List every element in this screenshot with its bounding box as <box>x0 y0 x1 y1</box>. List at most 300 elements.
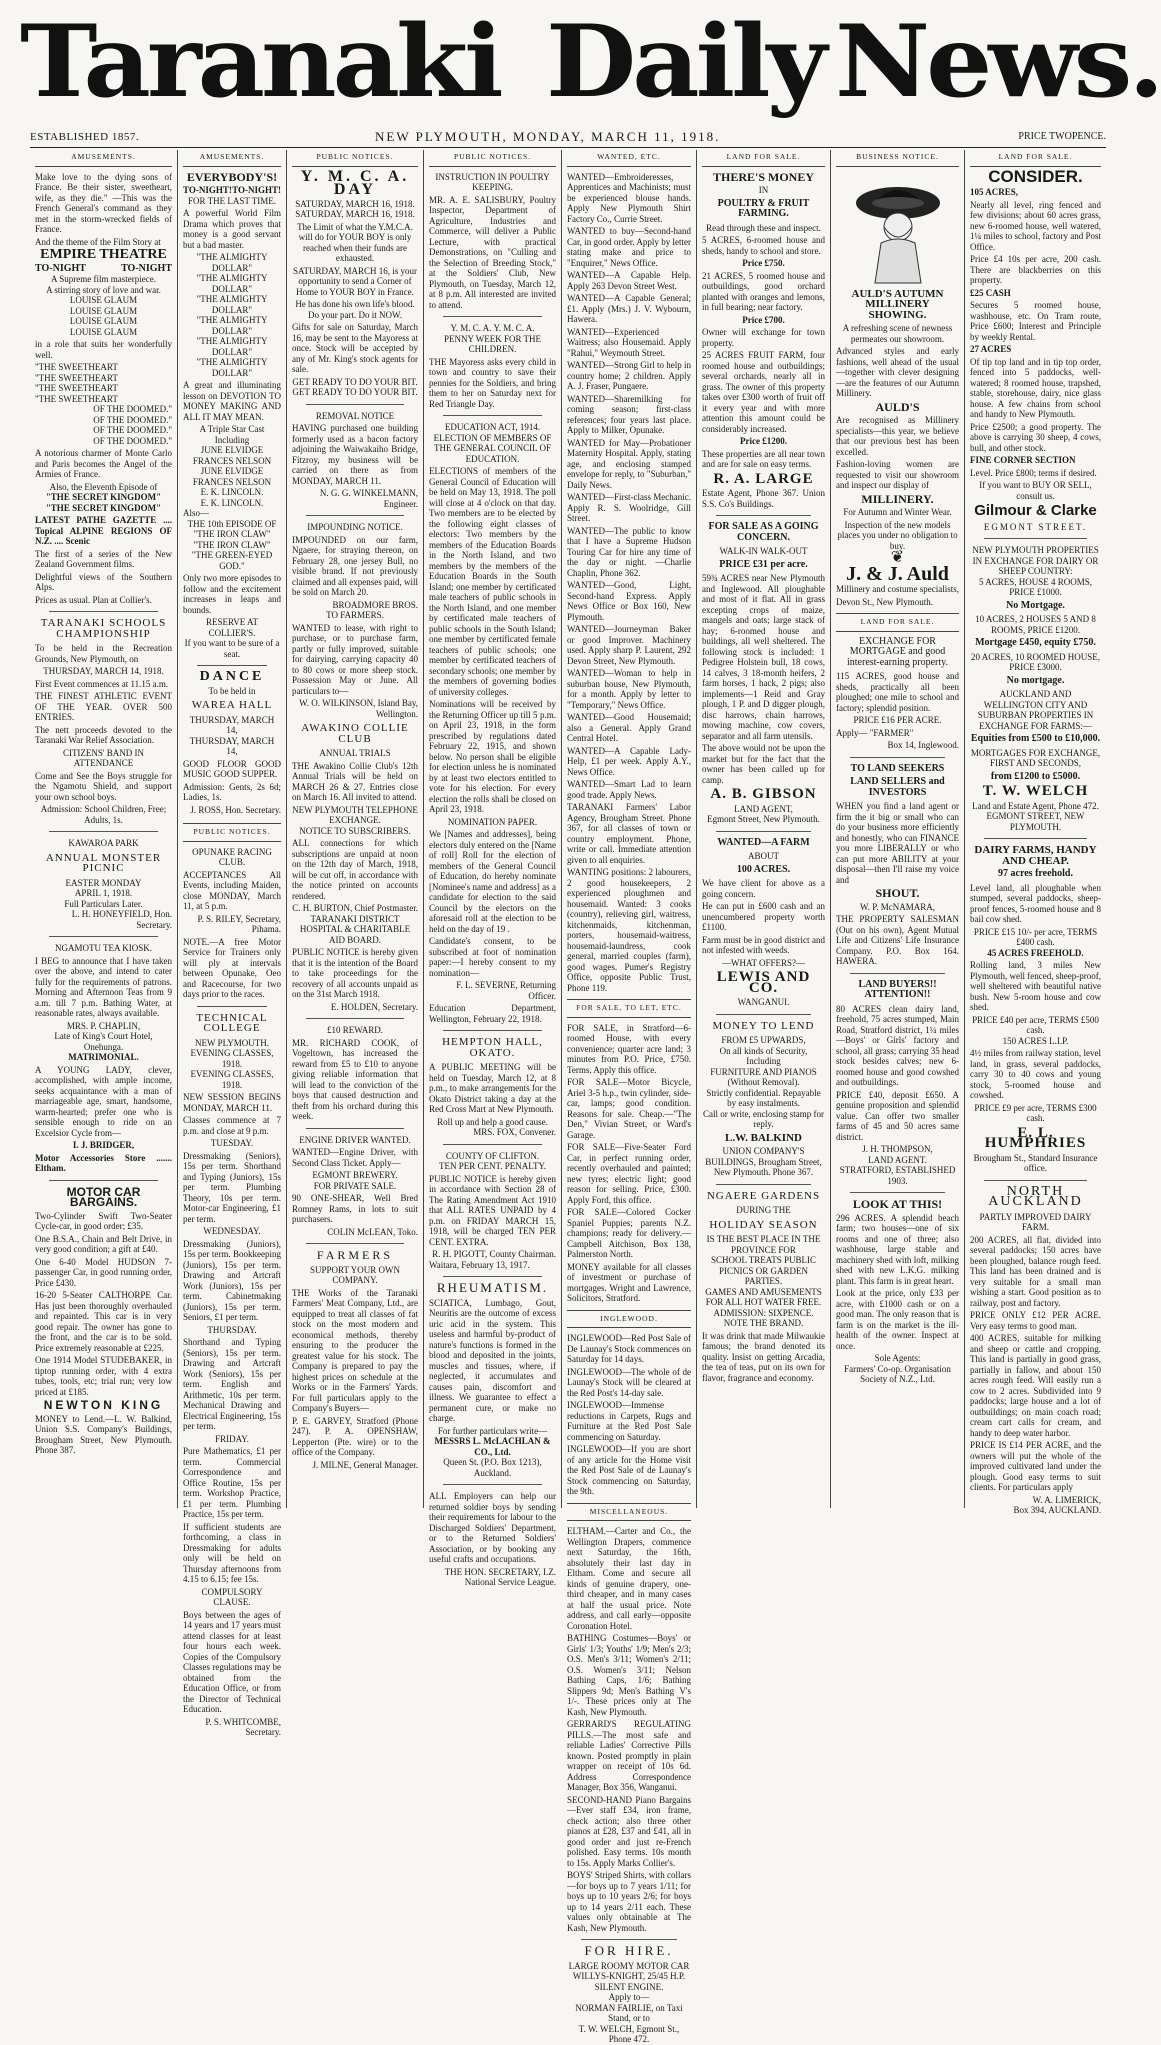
wanted-ad: WANTED to buy—Second-hand Car, in good order. Apply by letter stating make and price to "Enquirer," News Office. <box>567 226 691 268</box>
for-sale-ad: FOR SALE—Colored Cocker Spaniel Puppies; parents N.Z. champions; ready for delivery.—Campbell Aitchison, Box 138, Palmerston North. <box>567 1207 691 1259</box>
games-text: GAMES AND AMUSEMENTS FOR ALL HOT WATER FREE. ADMISSION: SIXPENCE. <box>705 1286 822 1318</box>
april-date: APRIL 1, 1918. <box>74 888 133 898</box>
for-sale-ad: FOR SALE—Motor Bicycle, Ariel 3-5 h.p., twin cylinder, side-car, lamps; good condition. Reasons for sale. Cheap.—"The Den," Vivian Street, or Ward's Garage. <box>567 1077 691 1140</box>
divider <box>443 316 542 317</box>
price-text: PRICE £40 per acre, TERMS £500 cash. <box>972 1014 1099 1035</box>
column-header: PUBLIC NOTICES. <box>292 152 418 167</box>
inglewood-ad: INGLEWOOD—The whole of de Launay's Stock will be cleared at the Red Post's 14-day sale. <box>567 1366 691 1398</box>
penny-title: PENNY WEEK FOR THE CHILDREN. <box>443 333 542 354</box>
iron-claw-title: "THE IRON CLAW" <box>193 529 271 539</box>
wanted-ad: WANTED—A Capable Help. Apply 263 Devon Street West. <box>567 270 691 291</box>
nominations-text: Nominations will be received by the Returning Officer up till 5 p.m. on April 23, 1918, in the form prescribed by regulations dated February 22, 1915, and shown below. No person shall be eligible for election unless he is nominated by at least two electors entitled to vote for his election. For every election the rolls shall be closed on April 23, 1918. <box>429 699 556 814</box>
new-plymouth-text: NEW PLYMOUTH. <box>195 1037 269 1048</box>
honeyfield-signature: L. H. HONEYFIELD, Hon. Secretary. <box>71 909 172 930</box>
auckland-text: AUCKLAND AND WELLINGTON CITY AND SUBURBAN PROPERTIES IN EXCHANGE FOR FARMS:— <box>977 689 1094 731</box>
reserve-text: RESERVE AT COLLIER'S. <box>205 617 259 638</box>
note-text: NOTE.—A free Motor Service for Trainers only will ply at intervals between Opunake, Oeo and Racecourse, for two days prior to the races. <box>183 936 281 999</box>
ornament-icon: ❦ <box>890 549 905 566</box>
divider <box>443 1030 542 1031</box>
wanted-ad: TARANAKI Farmers' Labor Agency, Brougham Street. Phone 367, for all classes of town or country employment. Phone, write or call. Immediate attention given to all enquiries. <box>567 802 691 865</box>
masthead <box>0 0 1161 122</box>
column-land-for-sale-1 <box>697 150 831 1508</box>
saturday-date: SATURDAY, MARCH 16, 1918. <box>295 198 415 209</box>
land-buyers-title: LAND BUYERS!! ATTENTION!! <box>858 978 937 1000</box>
hon-secretary-signature: THE HON. SECRETARY, I.Z. National Service League. <box>444 1566 556 1587</box>
mclachlan-name: MESSRS L. McLACHLAN & CO., Ltd. <box>434 1436 551 1457</box>
kiosk-text: I BEG to announce that I have taken over the above, and intend to cater fully for the requirements of patrons. Morning and Afternoon Teas from 9 a.m. till 7 p.m. Bathing Water, at reasonable rates, always available. <box>35 955 172 1018</box>
rams-text: 90 ONE-SHEAR, Well Bred Romney Rams, in lots to suit purchasers. <box>292 1193 418 1224</box>
do-your-part-text: He has done his own life's blood. Do your part. Do it NOW. <box>295 299 415 320</box>
hospital-title: TARANAKI DISTRICT HOSPITAL & CHARITABLE AID BOARD. <box>299 913 411 945</box>
charmer-text: A notorious charmer of Monte Carlo and Paris becomes the Angel of the Armies of France. <box>35 448 172 479</box>
property-listing: 5 ACRES, HOUSE 4 ROOMS, PRICE £1000. <box>978 576 1093 597</box>
corner-text: Level. Price £800; terms if desired. <box>970 467 1097 478</box>
day-classes: Shorthand and Typing (Seniors), 15s per term. Drawing and Artcraft Work (Seniors), 15s per term. English and Arithmetic, 10s per term. Mechanical Drawing and Electrical Engineering, 15s per term. <box>183 1337 281 1431</box>
chaplin-name: MRS. P. CHAPLIN, <box>66 1020 141 1031</box>
freehold-title: 45 ACRES FREEHOLD. <box>987 947 1084 958</box>
walk-text: WALK-IN WALK-OUT <box>719 546 808 556</box>
sweetheart-title: "THE SWEETHEART <box>35 383 118 393</box>
mortgage-text: Mortgage £450, equity £750. <box>975 637 1096 648</box>
masthead-title-taranaki: Taranaki <box>20 3 500 120</box>
if-you-text: If you want to BUY OR SELL, consult us. <box>979 480 1092 501</box>
further-text: For further particulars write— <box>437 1425 548 1436</box>
support-title: SUPPORT YOUR OWN COMPANY. <box>310 1264 400 1285</box>
column-header: LAND FOR SALE. <box>970 152 1101 167</box>
motor-store: Motor Accessories Store ....... Eltham. <box>35 1152 172 1173</box>
queen-street-text: Queen St. (P.O. Box 1213), Auckland. <box>443 1457 542 1478</box>
millinery-title: MILLINERY. <box>861 491 934 506</box>
star-name: LOUISE GLAUM <box>69 305 138 316</box>
for-sale-header: FOR SALE, TO LET, ETC. <box>567 999 691 1018</box>
triple-star-text: A Triple Star Cast Including <box>199 424 265 445</box>
masthead-title-daily: Daily <box>546 3 824 120</box>
sweetheart-title: "THE SWEETHEART <box>35 372 118 383</box>
day-classes: Pure Mathematics, £1 per term. Commercial Correspondence and Office Routine, 15s per term. Workshop Practice, £1 per term. Plumbing Practice, 15s per term. <box>183 1446 281 1519</box>
divider <box>716 515 811 516</box>
mortgages-text: MORTGAGES FOR EXCHANGE, FIRST AND SECONDS, <box>970 747 1101 768</box>
wanted-ad: WANTED—A Capable General; £1. Apply (Mrs.) J. V. Wybourn, Hawera. <box>567 293 691 324</box>
box-text: Box 394, AUCKLAND. <box>1013 1505 1101 1515</box>
star-name: LOUISE GLAUM <box>69 295 138 305</box>
ymca-title: Y. M. C. A. <box>300 167 410 185</box>
column-business-notice <box>831 150 965 1508</box>
also-text: Also— <box>183 508 210 518</box>
farm-text: Farm must be in good district and not infested with weeds. <box>702 934 825 955</box>
engine-text: WANTED—Engine Driver, with Second Class Ticket. Apply— <box>292 1147 418 1168</box>
above-text: The above would not be upon the market but for the fact that the owner has been called up for camp. <box>702 743 825 785</box>
penalty-text: PUBLIC NOTICE is hereby given in accordance with Section 28 of The Rating Amendment Act 1910 that ALL RATES UNPAID by 4 p.m. on FRIDAY MARCH 15, 1918, will be charged TEN PER CENT. EXTRA. <box>429 1173 556 1247</box>
divider <box>984 538 1087 539</box>
property-price: Price £750. <box>742 258 785 268</box>
wanted-ad: WANTED—Strong Girl to help in country home; 2 children. Apply A. J. Fraser, Pungaere. <box>567 360 691 391</box>
property-listing: 400 ACRES, suitable for milking and sheep or cattle and cropping. This land is partially in good grass, partially in fallow, and about 150 acres rough feed. Will easily run a cow to 2 acres. Subdivided into 9 paddocks; large house and a lot of outbuildings; on main coach road; cream cart calls for cream, and handy to deep water harbor. <box>970 1333 1101 1438</box>
tonight-left: TO-NIGHT <box>35 262 86 274</box>
telephone-title: NEW PLYMOUTH TELEPHONE EXCHANGE. <box>292 804 418 825</box>
tonight-right: TO-NIGHT <box>121 262 172 274</box>
thompson-name: J. H. THOMPSON, <box>862 1144 933 1154</box>
treats-text: SCHOOL TREATS PUBLIC PICNICS OR GARDEN PARTIES. <box>710 1255 817 1286</box>
land-agent-text: LAND AGENT, <box>734 803 793 814</box>
sweetheart-title: "THE SWEETHEART <box>35 362 118 372</box>
cast-names: JUNE ELVIDGE FRANCES NELSON <box>192 445 272 466</box>
divider <box>306 1128 404 1129</box>
car-offer: One B.S.A., Chain and Belt Drive, in very good condition; a gift at £40. <box>35 1233 172 1254</box>
property-listing: 4½ miles from railway station, level land, in grass, several paddocks, carry 30 to 40 cows and young stock, 5-roomed house and cowshed. <box>970 1048 1101 1100</box>
divider <box>443 415 542 416</box>
clifton-title: COUNTY OF CLIFTON. <box>445 1150 540 1161</box>
wanted-ad: WANTED—A Capable Lady-Help, £1 per week. Apply A.Y., News Office. <box>567 745 691 777</box>
date-location: NEW PLYMOUTH, MONDAY, MARCH 11, 1918. <box>375 128 721 144</box>
column-amusements-1 <box>30 150 178 1508</box>
divider <box>49 1180 158 1181</box>
during-text: DURING THE <box>736 1205 791 1215</box>
chaplin-late: Late of King's Court Hotel, Onehunga. <box>54 1031 153 1052</box>
j-j-auld-name: J. & J. Auld <box>846 562 949 585</box>
divider <box>49 831 158 832</box>
welch-text: T. W. WELCH, Egmont St., Phone 472. <box>578 2023 680 2044</box>
iron-claw-title: "THE IRON CLAW" <box>193 539 271 550</box>
no-mortgage-text: No Mortgage. <box>1006 599 1065 611</box>
gifts-text: Gifts for sale on Saturday, March 16, may be sent to the Mayoress at once. Stock will be accepted by any of Mr. King's stock agents for sale. <box>292 322 418 374</box>
wanted-ad: WANTED—First-class Mechanic. Apply R. S. Woolridge, Gill Street. <box>567 492 691 523</box>
no-mortgage-text: No mortgage. <box>1006 674 1065 686</box>
finest-event-text: THE FINEST ATHLETIC EVENT OF THE YEAR. OVER 500 ENTRIES. <box>35 691 172 722</box>
box-text: Box 14, Inglewood. <box>887 740 959 750</box>
price-text: PRICE £16 PER ACRE. <box>853 715 942 725</box>
election-text: ELECTIONS of members of the General Council of Education will be held on May 13, 1918. The poll will close at 4 o'clock on that day. Two members are to be elected by the following eight classes of electors: Two members by the members of the Education Boards in the North Island, and two members by the members of the Education Boards in the South Island; one member by certificated male teachers of public schools in the North Island, and one member by certificated male teachers of public schools in the South Island; one member by certificated female teachers of public schools; one member by certificated teachers of secondary schools; one member by the members of governing bodies of university colleges. <box>429 466 556 697</box>
only-text: Only two more episodes to follow and the excitement increases in leaps and bounds. <box>183 573 281 615</box>
matrimonial-text: A YOUNG LADY, clever, accomplished, with ample income, seeks acquaintance with a man of marriageable age, smart, handsome, warm-hearted; prefer one who is sensible enough to ride on an Excelsior Cycle from— <box>35 1064 172 1138</box>
land-agent-text: Land and Estate Agent, Phone 472. EGMONT STREET, NEW PLYMOUTH. <box>972 800 1099 832</box>
agent-text: Estate Agent, Phone 367. Union S.S. Co's Buildings. <box>702 488 825 509</box>
warea-hall-title: WAREA HALL <box>191 699 273 711</box>
union-text: UNION COMPANY'S BUILDINGS, Brougham Street, New Plymouth. Phone 367. <box>705 1146 822 1177</box>
auld-autumn-title: AULD'S AUTUMN MILLINERY SHOWING. <box>851 287 944 321</box>
meeting-text: A PUBLIC MEETING will be held on Tuesday, March 12, at 8 p.m., to make arrangements for the Okato District taking a day at the Red Cross Mart at New Plymouth. <box>429 1062 556 1114</box>
divider <box>581 1939 677 1940</box>
session-text: NEW SESSION BEGINS MONDAY, MARCH 11. <box>183 1092 281 1113</box>
secret-kingdom-title: "THE SECRET KINGDOM" <box>45 502 162 513</box>
get-ready-text: GET READY TO DO YOUR BIT. <box>292 387 418 397</box>
rheumatism-text: SCIATICA, Lumbago, Gout, Neuritis are the outcome of excess uric acid in the system. This useless and harmful by-product of nature's functions is formed in the blood and deposited in the joints, muscles and tissues, where, if neglected, it accumulates and causes pain, discomfort and illness. We guarantee to effect a permanent cure, or make no charge. <box>429 1297 556 1423</box>
salesman-text: THE PROPERTY SALESMAN (Out on his own), Agent Mutual Life and Citizens' Life Insurance Company. P.O. Box 164. HAWERA. <box>836 914 959 966</box>
mcnamara-name: W. P. McNAMARA, <box>860 901 935 912</box>
willys-text: WILLYS-KNIGHT, 25/45 H.P. SILENT ENGINE. <box>572 1971 686 1992</box>
partly-improved-text: PARTLY IMPROVED DAIRY FARM. <box>979 1211 1092 1232</box>
acceptances-text: ACCEPTANCES All Events, including Maiden, close MONDAY, March 11, at 5 p.m. <box>183 869 281 911</box>
call-text: Call or write, enclosing stamp for reply. <box>703 1108 824 1129</box>
property-listing: 20 ACRES, 10 ROOMED HOUSE, PRICE £3000. <box>970 651 1100 672</box>
property-listing: Nearly all level, ring fenced and few divisions; about 60 acres grass, new 6-roomed house, well watered, 1¼ miles to school, factory and Post Office. <box>970 199 1101 252</box>
engine-title: ENGINE DRIVER WANTED. <box>299 1134 411 1145</box>
from-text: FROM £5 UPWARDS, <box>721 1035 806 1045</box>
freehold-title: 97 acres freehold. <box>998 868 1073 879</box>
column-land-for-sale-2 <box>965 150 1106 1515</box>
doomed-text: OF THE DOOMED." <box>93 425 172 435</box>
dollar-title: "THE ALMIGHTY DOLLAR" <box>196 294 268 315</box>
these-text: These properties are all near town and are for sale on easy terms. <box>702 448 825 469</box>
wanted-ad: WANTED—Good, Light, Second-hand Express. Apply News Office or Box 160, New Plymouth. <box>567 580 691 622</box>
misc-ad: GERRARD'S REGULATING PILLS.—The most safe and reliable Ladies' Corrective Pills known. Posted promptly in plain wrapper on receipt of 10s 6d. Address Correspondence Manager, Box 356, Wanganui. <box>567 1719 691 1792</box>
price-text: PRICE £15 10/- per acre, TERMS £400 cash. <box>973 926 1098 947</box>
everybodys-title: EVERYBODY'S! <box>186 169 278 184</box>
reward-text: MR. RICHARD COOK, of Vogeltown, has increased the reward from £5 to £10 to anyone giving reliable information that will lead to the conviction of the boys that caused destruction and theft from his orchard during this week. <box>292 1037 418 1121</box>
fashion-text: Fashion-loving women are requested to visit our showroom and inspect our display of <box>836 459 959 490</box>
wanganui-text: WANGANUI. <box>737 997 790 1007</box>
price-text: PRICE IS £14 PER ACRE, and the owners will put the whole of the improved cultivated land under the plough. Good easy terms to suit clients. For particulars apply <box>970 1440 1101 1492</box>
removal-title: REMOVAL NOTICE <box>315 410 395 421</box>
look-title: LOOK AT THIS! <box>852 1197 943 1211</box>
motor-bargains-title: MOTOR CAR BARGAINS. <box>66 1184 141 1209</box>
gazette-text: LATEST PATHE GAZETTE .... Topical ALPINE REGIONS OF N.Z. .... Scenic <box>35 515 172 546</box>
property-price: Price £700. <box>742 314 785 325</box>
dairy-farms-title: DAIRY FARMS, HANDY AND CHEAP. <box>974 844 1097 867</box>
balkind-name: L.W. BALKIND <box>725 1131 802 1144</box>
impounding-title: IMPOUNDING NOTICE. <box>307 522 403 532</box>
episode-text: THE 10th EPISODE OF <box>187 518 277 529</box>
wanted-ad: WANTED—Embroideresses, Apprentices and Machinists; must be experienced blouse hands. Apply New Plymouth Shirt Factory Co., Currie Street. <box>567 171 691 224</box>
lincoln-name: E. K. LINCOLN. <box>200 487 264 497</box>
poultry-fruit-title: POULTRY & FRUIT FARMING. <box>717 197 810 219</box>
column-header: PUBLIC NOTICES. <box>429 152 556 167</box>
misc-ad: BOYS' Striped Shirts, with collars—for boys up to 7 years 1/11; for boys up to 10 years 2/6; for boys up to 14 years 2/11 each. These values only obtainable at The Kash, New Plymouth. <box>567 1870 691 1933</box>
day-heading: FRIDAY. <box>215 1433 249 1444</box>
sure-text: If you want to be sure of a seat. <box>184 638 280 659</box>
for-sale-ad: FOR SALE—Five-Seater Ford Car, in perfect running order, recently overhauled and painted; new tyres; electric light; good reason for selling. Price, £300. Apply Ford, this office. <box>567 1142 691 1205</box>
thursday-date: THURSDAY, MARCH 14, <box>189 735 275 756</box>
car-offer: One 1914 Model STUDEBAKER, in tiptop running order, with 4 extra tubes, tools, etc; trial run; very low priced at £185. <box>35 1355 172 1397</box>
limit-text: The Limit of what the Y.M.C.A. will do for YOUR BOY is only reached when their funds are exhausted. <box>297 221 413 263</box>
tonight-right: TO-NIGHT! <box>232 185 281 195</box>
trials-title: ANNUAL TRIALS <box>319 748 391 758</box>
divider <box>716 1014 811 1015</box>
car-offer: One 6-40 Model HUDSON 7-passenger Car, in good running order, Price £430. <box>35 1256 172 1288</box>
proceeds-text: The nett proceeds devoted to the Taranaki War Relief Association. <box>35 724 172 745</box>
bridger-name: I. J. BRIDGER, <box>72 1140 135 1150</box>
price-text: PRICE ONLY £12 PER ACRE. Very easy terms to good man. <box>970 1310 1101 1331</box>
lesson-text: A great and illuminating lesson on DEVOTION TO MONEY MAKING AND ALL IT MAY MEAN. <box>183 380 281 422</box>
acres-heading: 105 ACRES, <box>970 187 1019 197</box>
divider <box>443 1276 542 1277</box>
acres-heading: 27 ACRES <box>970 344 1012 354</box>
for-sale-ad: MONEY available for all classes of investment or purchase of mortgages. Wright and Lawrence, Solicitors, Stratford. <box>567 1261 691 1303</box>
hat-icon <box>855 173 941 283</box>
large-name: R. A. LARGE <box>713 470 814 487</box>
coop-text: Farmers' Co-op. Organisation Society of N.Z., Ltd. <box>844 1363 951 1384</box>
compulsory-text: Boys between the ages of 14 years and 17 years must attend classes for at least four hours each week. Copies of the Compulsory Classes regulations may be obtained from the Education Office, or from the Director of Technical Education. <box>183 1609 281 1714</box>
column-header: AMUSEMENTS. <box>183 152 281 167</box>
divider <box>850 1192 945 1193</box>
ross-signature: J. ROSS, Hon. Secretary. <box>190 804 281 815</box>
price-text: PRICE £9 per acre, TERMS £300 cash. <box>974 1102 1097 1123</box>
dollar-title: "THE ALMIGHTY DOLLAR" <box>196 315 268 336</box>
divider <box>443 1484 542 1485</box>
prices-text: Prices as usual. Plan at Collier's. <box>35 594 152 605</box>
divider <box>306 1018 404 1019</box>
aulds-title: AULD'S <box>875 399 920 414</box>
price-text: Price £2500; a good property. The above is carrying 30 sheep, 4 cows, bull, and other stock. <box>970 421 1101 453</box>
property-listing: 21 ACRES, 5 roomed house and outbuildings, good orchard planted with oranges and lemons, in full bearing; near factory. <box>702 270 825 312</box>
severne-signature: F. L. SEVERNE, Returning Officer. <box>456 980 556 1001</box>
hat-illustration <box>855 173 941 283</box>
employers-text: ALL Employers can help our returned soldier boys by sending their requirements for labour to the Discharged Soldiers' Department, or to the Returned Soldiers' Association, or by booking any useful crafts and occupations. <box>429 1491 556 1564</box>
egmont-street-text: EGMONT STREET. <box>983 521 1088 532</box>
winkelmann-signature: N. G. G. WINKELMANN, Engineer. <box>319 488 418 509</box>
land-agent-text: LAND AGENT. <box>868 1154 927 1165</box>
kiosk-title: NGAMOTU TEA KIOSK. <box>54 943 153 953</box>
kawaroa-title: KAWAROA PARK <box>68 838 139 848</box>
costume-text: Millinery and costume specialists, <box>836 584 959 594</box>
racing-club-title: OPUNAKE RACING CLUB. <box>192 846 272 867</box>
fox-signature: MRS. FOX, Convener. <box>473 1127 556 1137</box>
advanced-text: Advanced styles and early fashions, well ahead of the usual—together with clever designing—are the features of our Autumn Millinery. <box>836 346 959 398</box>
np-properties-title: NEW PLYMOUTH PROPERTIES IN EXCHANGE FOR DAIRY OR SHEEP COUNTRY: <box>972 545 1099 576</box>
money-lend-text: MONEY to Lend.—L. W. Balkind, Union S.S. Company's Buildings, Brougham Street, New Plymouth. Phone 387. <box>35 1413 172 1455</box>
stratford-text: STRATFORD, ESTABLISHED 1903. <box>839 1165 956 1186</box>
misc-ad: BATHING Costumes—Boys' or Girls' 1/3; Youths' 1/9; Men's 2/3; O.S. Men's 3/11; Women's 2/11; O.S. Women's 3/11; Nelson Bathing Caps, 1/6; Bathing Slippers 9d; Men's Bathing V's 1/-. These prices only at The Kash, New Plymouth. <box>567 1633 691 1717</box>
public-notices-header: PUBLIC NOTICES. <box>183 823 281 842</box>
furniture-text: FURNITURE AND PIANOS (Without Removal). <box>710 1066 817 1087</box>
misc-ad: SECOND-HAND Piano Bargains—Ever staff £34, iron frame, check action; also three other pianos at £28, £37 and £41, all in good order and just re-French polished. Easy terms. 10s month to 15s. Apply Marks Collier's. <box>567 1794 691 1868</box>
sweetheart-title: "THE SWEETHEART <box>35 393 118 404</box>
opportunity-text: SATURDAY, MARCH 16, is your opportunity to send a Corner of Home to YOUR BOY in France. <box>292 265 418 297</box>
supreme-text: A Supreme film masterpiece. <box>51 274 156 284</box>
for-sale-ad: FOR SALE, in Stratford—6-roomed House, with every convenience; quarter acre land; 3 minutes from P.O. Price, £750. Terms. Apply this office. <box>567 1022 691 1075</box>
divider <box>850 757 945 758</box>
series-text: The first of a series of the New Zealand Government films. <box>35 548 172 569</box>
technical-college-title: TECHNICAL COLLEGE <box>196 1011 268 1034</box>
column-wanted <box>562 150 697 2044</box>
devon-text: Devon St., New Plymouth. <box>836 596 934 607</box>
for-hire-title: FOR HIRE. <box>584 1943 674 1958</box>
empire-theatre-title: EMPIRE THEATRE <box>40 247 167 262</box>
classes-text: Classes commence at 7 p.m. and close at 9 p.m. <box>183 1115 281 1136</box>
divider <box>984 1180 1087 1181</box>
lincoln-name: E. K. LINCOLN. <box>200 497 264 508</box>
offers-text: —WHAT OFFERS?— <box>721 957 806 968</box>
column-public-notices-1 <box>287 150 424 1508</box>
subscribers-title: NOTICE TO SUBSCRIBERS. <box>299 825 411 836</box>
floor-music-text: GOOD FLOOR GOOD MUSIC GOOD SUPPER. <box>183 758 281 779</box>
tonight-row <box>183 185 281 196</box>
column-amusements-2 <box>178 150 287 1737</box>
land-sellers-title: LAND SELLERS and INVESTORS <box>850 776 945 798</box>
miscellaneous-header: MISCELLANEOUS. <box>567 1503 691 1522</box>
poultry-text: MR. A. E. SALISBURY, Poultry Inspector, Department of Agriculture, Industries and Commerce, will deliver a Public Lecture, with practical Demonstrations, on "Culling and the Selection of Breeding Stock," at the Soldiers' Club, New Plymouth, on Tuesday, March 12, at 8 p.m. All interested are invited to attend. <box>429 194 556 310</box>
penalty-title: TEN PER CENT. PENALTY. <box>438 1161 547 1171</box>
collie-club-title: AWAKINO COLLIE CLUB <box>301 722 409 745</box>
green-god-title: "THE GREEN-EYED GOD." <box>191 550 273 571</box>
farmers-title: TO FARMERS. <box>326 610 384 620</box>
property-listing: 5 ACRES, 6-roomed house and sheds, handy to school and store. <box>702 235 825 256</box>
property-listing: Of tip top land and in tip top order, fenced into 5 paddocks, well-watered; 8 roomed house, trapshed, stable, storehouse, dairy, nice glass house. A few chains from school and handy to New Plymouth. <box>970 356 1101 419</box>
price-text: PRICE £40, deposit £650. A genuine proposition and splendid value. Can offer two smaller farms of 45 and 50 acres same district. <box>836 1089 959 1142</box>
ngaere-title: NGAERE GARDENS <box>706 1189 821 1202</box>
divider <box>49 936 158 937</box>
consider-title: CONSIDER. <box>988 166 1083 186</box>
poultry-title: INSTRUCTION IN POULTRY KEEPING. <box>435 171 550 192</box>
removal-text: HAVING purchased one building formerly used as a bacon factory adjoining the Waiwakaiho Bridge, Fitzroy, my business will be carried on there as from MONDAY, MARCH 11. <box>292 423 418 486</box>
divider <box>49 611 158 612</box>
masthead-title-news: News. <box>835 3 1161 120</box>
brewery-name: EGMONT BREWERY. <box>312 1170 398 1180</box>
farmers-heading: FARMERS <box>316 1248 394 1262</box>
autumn-text: For Autumn and Winter Wear. <box>843 507 952 517</box>
recognised-text: Are recognised as Millinery specialists—this year, we believe that our previous best has been excelled. <box>836 415 959 457</box>
day-heading: THURSDAY. <box>207 1324 257 1335</box>
thursday-date: THURSDAY, MARCH 14, <box>189 714 275 735</box>
schools-championship-title: TARANAKI SCHOOLS CHAMPIONSHIP <box>40 617 167 640</box>
dollar-title: "THE ALMIGHTY DOLLAR" <box>196 252 268 273</box>
lewis-name: LEWIS AND CO. <box>716 969 811 996</box>
property-price: Price £1200. <box>740 436 787 446</box>
limerick-name: W. A. LIMERICK, <box>1032 1494 1101 1505</box>
wanted-farm-title: WANTED—A FARM <box>717 836 810 848</box>
whitcombe-signature: P. S. WHITCOMBE, Secretary. <box>205 1716 281 1737</box>
column-public-notices-2 <box>424 150 562 1587</box>
held-text: To be held in the Recreation Grounds, New Plymouth, on <box>35 643 172 664</box>
divider <box>716 1184 811 1185</box>
support-text: THE Works of the Taranaki Farmers' Meat Company, Ltd., are equipped to treat all classes of fat stock on the most modern and economical methods, thereby ensuring to the producer the greatest value for his stock. The Company is prepared to pay the highest prices on schedule at the Works or in the Farmers' Yards. For full particulars apply to the Company's Buyers— <box>292 1287 418 1413</box>
look-price-text: Look at the price, only £33 per acre, with £1000 cash or on a good man. The only reason that is farm is on the market is the ill-health of the owner. Inspect at once. <box>836 1288 959 1351</box>
wanted-ad: WANTED for May—Probationer Maternity Hospital. Apply, stating age, and enclosing stamped envelope for reply, to "Suburban," Daily News. <box>567 437 691 490</box>
ymca-text: Y. M. C. A. Y. M. C. A. <box>450 323 535 333</box>
episode-text: Also, the Eleventh Episode of <box>49 481 158 492</box>
note-brand-title: NOTE THE BRAND. <box>723 1318 804 1328</box>
roll-up-text: Roll up and help a good cause. <box>437 1116 548 1127</box>
divider <box>197 1006 267 1007</box>
dollar-title: "THE ALMIGHTY DOLLAR" <box>196 336 268 357</box>
first-event-text: First Event commences at 11.15 a.m. <box>35 678 169 689</box>
price-per-acre: PRICE £31 per acre. <box>719 558 808 570</box>
about-text: ABOUT <box>748 851 779 861</box>
doomed-text: OF THE DOOMED." <box>93 435 172 446</box>
thursday-date: THURSDAY, MARCH 14, 1918. <box>43 666 164 676</box>
views-text: Delightful views of the Southern Alps. <box>35 571 172 592</box>
department-text: Education Department, Wellington, February 22, 1918. <box>429 1003 556 1024</box>
corner-heading: FINE CORNER SECTION <box>970 455 1076 465</box>
equity-text: Equities from £500 to £10,000. <box>970 733 1101 744</box>
land-seekers-title: TO LAND SEEKERS <box>850 762 945 774</box>
hempton-hall-title: HEMPTON HALL, OKATO. <box>442 1036 543 1059</box>
milne-signature: J. MILNE, General Manager. <box>312 1459 418 1470</box>
property-listing: 10 ACRES, 2 HOUSES 5 AND 8 ROOMS, PRICE £1200. <box>975 614 1096 635</box>
day-heading: WEDNESDAY. <box>203 1226 261 1236</box>
property-listing: 25 ACRES FRUIT FARM, four roomed house and outbuildings; several orchards, nearly all in grass. The owner of this property takes over £300 worth of fruit off it every year and with more attention this amount could be considerably increased. <box>702 350 825 434</box>
last-time-text: FOR THE LAST TIME. <box>187 195 276 206</box>
saturday-date: SATURDAY, MARCH 16, 1918. <box>295 209 415 219</box>
penny-text: THE Mayoress asks every child in town and country to save their pennies for the Soldiers, and bring them to her on Saturday next for Red Triangle Day. <box>429 356 556 409</box>
nomination-paper-text: We [Names and addresses], being electors duly entered on the [Name of roll] Roll for the election of members of the General Council of Education, do hereby nominate [Nominee's name and address] as a candidate for election to the said Council by the electors on the aforesaid roll at the election to be held on the day of 19 . <box>429 829 556 934</box>
security-text: On all kinds of Security, Including <box>719 1045 808 1066</box>
dollar-title: "THE ALMIGHTY DOLLAR" <box>196 273 268 294</box>
exchange-text: Owner will exchange for town property. <box>702 327 825 348</box>
tonight-row <box>35 264 172 275</box>
wilkinson-signature: W. O. WILKINSON, Island Bay, Wellington. <box>299 698 418 719</box>
evening-classes-text: EVENING CLASSES, 1918. <box>190 1048 274 1069</box>
held-text: To be held in <box>208 685 256 696</box>
day-classes: Dressmaking (Seniors), 15s per term. Shorthand and Typing (Juniors), 15s per term. Plumbing Theory, 10s per term. Motor-car Engineering, £1 per term. <box>183 1150 281 1224</box>
gilmour-clarke-name: Gilmour & Clarke <box>974 502 1097 519</box>
inglewood-ad: INGLEWOOD—If you are short of any article for the Home visit the Red Post Sale of de Launay's Stock commencing on Saturday, the 9th. <box>567 1444 691 1496</box>
property-listing: 296 ACRES. A splendid beach farm; two houses—one of six rooms and one of three; also washhouse, large stable and machinery shed with loft, milking shed with new L.K.G. milking plant. This farm is in great heart. <box>836 1212 959 1286</box>
easter-title: EASTER MONDAY <box>65 877 142 888</box>
compulsory-title: COMPULSORY CLAUSE. <box>201 1586 263 1607</box>
education-act-title: EDUCATION ACT, 1914. <box>444 422 541 432</box>
refresh-text: A refreshing scene of newness permeates our showroom. <box>842 323 953 344</box>
property-listing: Secures 5 roomed house, washhouse, etc. On Tram route, Price £600; Interest and Principle by weekly Rental. <box>970 300 1101 342</box>
